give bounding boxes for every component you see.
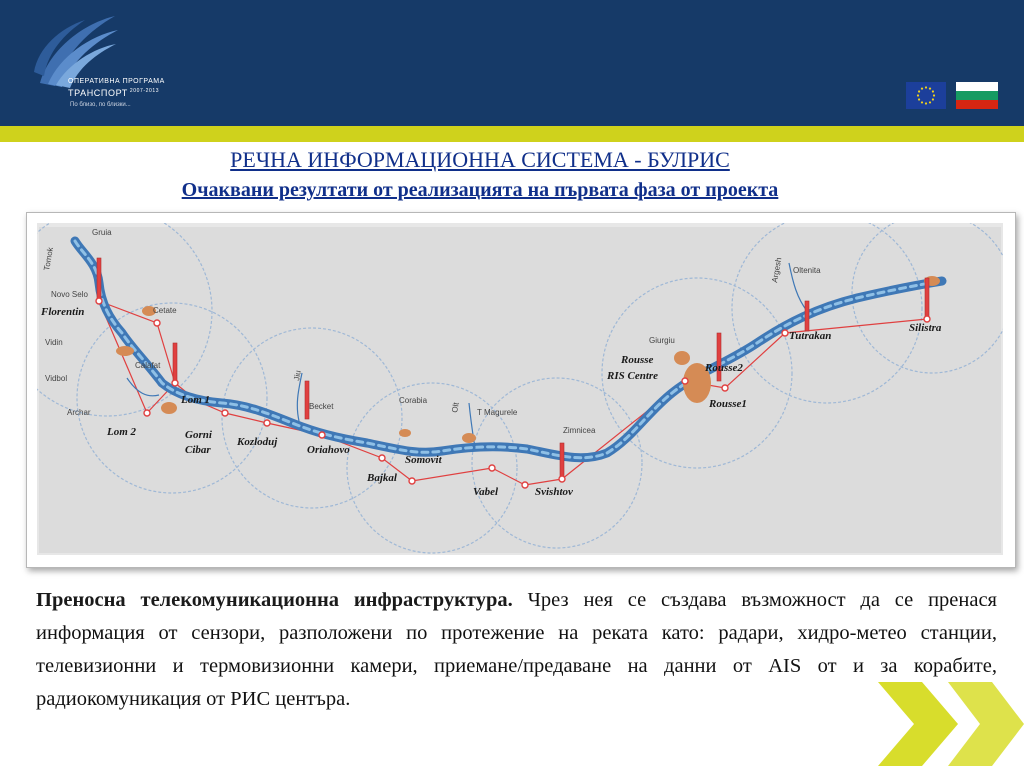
eu-star-icon xyxy=(925,86,927,88)
label-silistra: Silistra xyxy=(909,322,942,334)
map-canvas xyxy=(37,223,1003,555)
eu-star-icon xyxy=(921,101,923,103)
eu-star-icon xyxy=(918,90,920,92)
label-giurgiu: Giurgiu xyxy=(649,336,675,345)
label-tutrakan: Tutrakan xyxy=(789,330,832,342)
decorative-chevrons-icon xyxy=(870,680,1024,768)
label-zimnicea: Zimnicea xyxy=(563,426,596,435)
label-olt: Olt xyxy=(450,401,461,414)
logo-name-text: ТРАНСПОРТ $^{2007-2013}$ xyxy=(68,88,160,98)
description-heading: Преносна телекомуникационна инфраструктура. xyxy=(36,589,513,611)
header-bar xyxy=(0,0,1024,126)
label-rousse1: Rousse1 xyxy=(709,398,747,410)
label-svishtov: Svishtov xyxy=(535,486,573,498)
logo-program-text: ОПЕРАТИВНА ПРОГРАМА xyxy=(68,78,165,85)
label-rousse: Rousse xyxy=(621,354,654,366)
label-kozloduj: Kozloduj xyxy=(237,436,278,448)
eu-star-icon xyxy=(921,87,923,89)
eu-star-icon xyxy=(932,90,934,92)
label-cetate: Cetate xyxy=(153,306,177,315)
label-archar: Archar xyxy=(67,408,91,417)
label-gorni: Gorni xyxy=(185,429,212,441)
label-rousse2: Rousse2 xyxy=(705,362,743,374)
label-t-magurele: T Magurele xyxy=(477,408,518,417)
eu-star-icon xyxy=(933,94,935,96)
label-calafat: Calafat xyxy=(135,361,161,370)
eu-star-icon xyxy=(925,102,927,104)
label-florentin: Florentin xyxy=(41,306,85,318)
accent-stripe xyxy=(0,126,1024,142)
danube-map xyxy=(26,212,1016,568)
eu-star-icon xyxy=(929,87,931,89)
label-vidbol: Vidbol xyxy=(45,374,68,383)
description-paragraph xyxy=(36,584,997,716)
label-tomok: Tomok xyxy=(42,246,56,272)
page-subtitle: Очаквани резултати от реализацията на първата фаза от проекта xyxy=(181,179,779,201)
logo-years: 2007-2013 xyxy=(129,88,160,94)
label-arges: Argesh xyxy=(770,256,784,284)
label-somovit: Somovit xyxy=(405,454,442,466)
label-corabia: Corabia xyxy=(399,396,428,405)
label-novo-selo: Novo Selo xyxy=(51,290,88,299)
label-gruia: Gruia xyxy=(92,228,112,237)
eu-star-icon xyxy=(932,98,934,100)
label-oltenita: Oltenita xyxy=(793,266,821,275)
description-text: Чрез нея се създава възможност да се пренася информация от сензори, разположени по протежение на реката като: радари, хидро-метео станции, телевизионни и термовизионни камери, приемане/предаване на данни от AIS от и за корабите, радиокомуникация от РИС центъра. xyxy=(36,589,997,710)
label-lom1: Lom 1 xyxy=(181,394,211,406)
eu-star-icon xyxy=(929,101,931,103)
label-vidin: Vidin xyxy=(45,338,63,347)
bulgarian-flag-icon xyxy=(956,82,998,109)
page-title: РЕЧНА ИНФОРМАЦИОННА СИСТЕМА - БУЛРИС xyxy=(230,147,730,172)
label-ris-centre: RIS Centre xyxy=(607,370,659,382)
logo-slogan: По близо, по близки... xyxy=(70,102,131,108)
eu-star-icon xyxy=(918,98,920,100)
label-jiu: Jiu xyxy=(292,369,303,382)
eu-star-icon xyxy=(917,94,919,96)
label-cibar: Cibar xyxy=(185,444,211,456)
label-vabel: Vabel xyxy=(473,486,499,498)
label-oriahovo: Oriahovo xyxy=(307,444,350,456)
eu-flag-icon xyxy=(906,82,946,109)
label-bajkal: Bajkal xyxy=(367,472,397,484)
label-lom2: Lom 2 xyxy=(107,426,137,438)
label-becket: Becket xyxy=(309,402,334,411)
